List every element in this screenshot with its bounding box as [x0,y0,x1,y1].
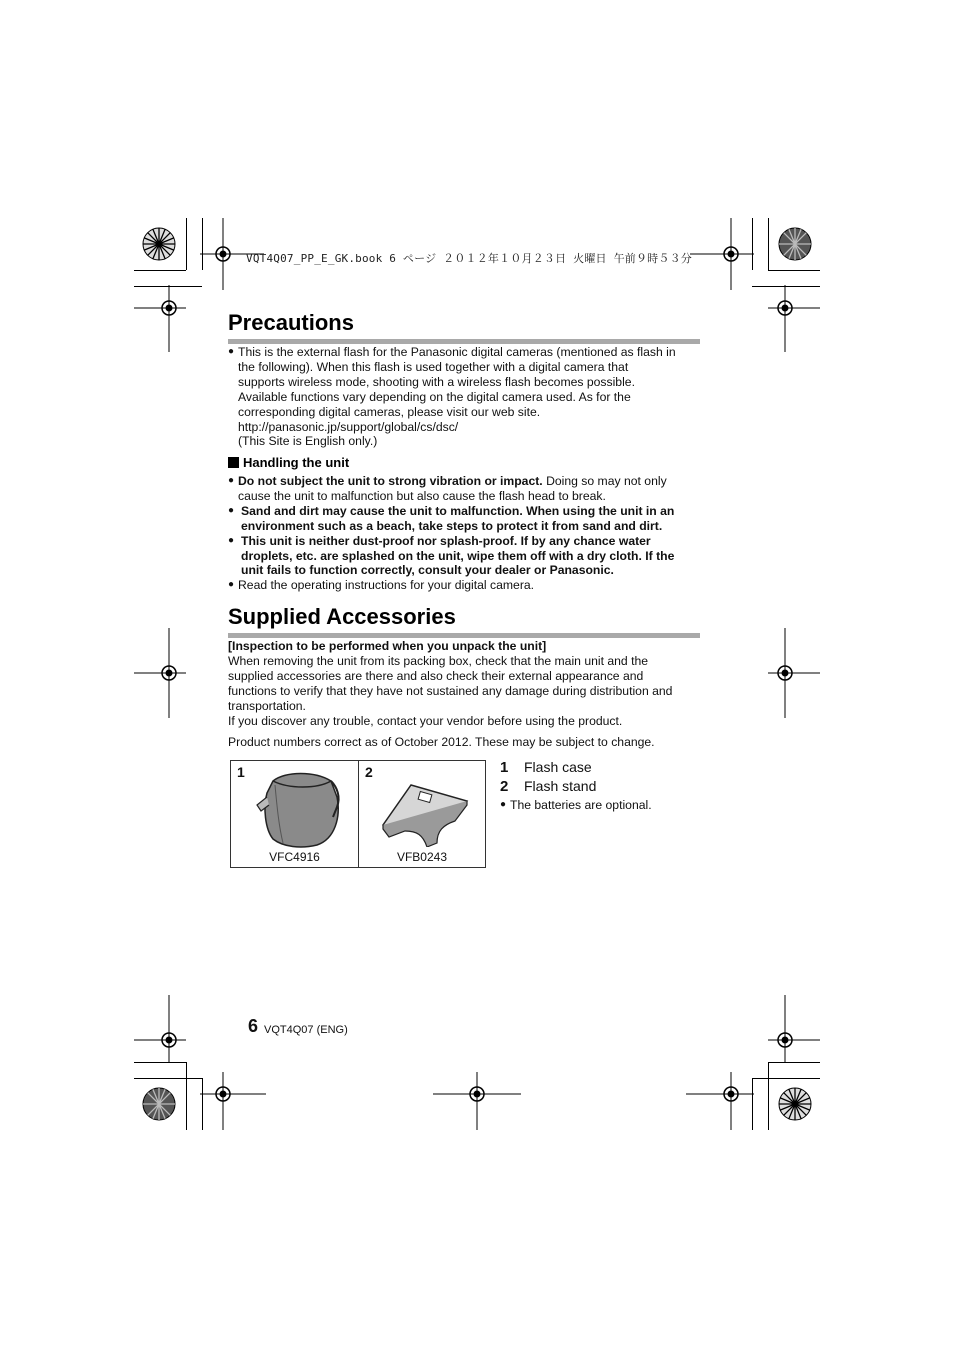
legend-number: 2 [500,778,509,795]
handling-item [228,504,700,534]
bullet-dot: ● [228,475,235,486]
intro-line: Available functions vary depending on the digital camera used. As for the [238,389,631,404]
starburst-mark-icon [142,227,176,261]
handling-item [228,578,700,593]
flash-stand-icon [381,781,471,847]
intro-line: supports wireless mode, shooting with a wireless flash becomes possible. [238,374,635,389]
accessory-cell-flash-case [231,761,358,867]
handling-item-text: Sand and dirt may cause the unit to malfunction. When using the unit in an [241,503,675,518]
handling-item [228,474,700,504]
starburst-mark-icon [778,227,812,261]
handling-heading [228,455,349,470]
handling-list [228,474,700,593]
handling-item-text: droplets, etc. are splashed on the unit, wipe them off with a dry cloth. If the [241,548,675,563]
precautions-title: Precautions [228,310,354,335]
crosshair-target-icon [774,662,796,684]
accessory-code: VFC4916 [269,850,320,864]
bullet-dot: ● [500,799,507,810]
bullet-dot: ● [228,534,235,546]
crosshair-target-icon [158,1029,180,1051]
crosshair-target-icon [774,1029,796,1051]
precautions-intro [228,345,700,449]
inspection-block [228,639,700,728]
handling-item-text: Doing so may not only [542,474,667,488]
flash-case-icon [245,767,345,849]
handling-item-text: unit fails to function correctly, consult your dealer or Panasonic. [241,563,614,578]
handling-item [228,534,700,579]
crosshair-target-icon [158,297,180,319]
product-note: Product numbers correct as of October 2012. These may be subject to change. [228,735,655,749]
legend-label: Flash stand [524,778,597,794]
legend-number: 1 [500,759,509,776]
book-header-line: VQT4Q07_PP_E_GK.book 6 ページ ２０１２年１０月２３日 火曜日 午前９時５３分 [246,252,692,265]
crosshair-target-icon [212,1083,234,1105]
inspection-line: supplied accessories are there and also check their external appearance and [228,668,644,683]
section-rule [228,633,700,638]
accessory-number: 1 [237,764,245,780]
handling-item-text: environment such as a beach, take steps to protect it from sand and dirt. [241,518,663,533]
intro-line: corresponding digital cameras, please visit our web site. [238,404,541,419]
legend-label: Flash case [524,759,592,775]
square-bullet-icon [228,457,239,468]
starburst-mark-icon [778,1087,812,1121]
accessory-cell-flash-stand [358,761,485,867]
crosshair-target-icon [158,662,180,684]
inspection-line: When removing the unit from its packing box, check that the main unit and the [228,653,649,668]
handling-item-bold: Do not subject the unit to strong vibration or impact. [238,474,543,488]
battery-note-text: The batteries are optional. [510,798,652,812]
page-number: 6 [248,1016,259,1036]
section-rule [228,339,700,344]
accessories-title: Supplied Accessories [228,604,456,629]
crosshair-target-icon [466,1083,488,1105]
handling-heading-text: Handling the unit [243,455,350,470]
intro-line: This is the external flash for the Panasonic digital cameras (mentioned as flash in [238,345,676,359]
inspection-heading: [Inspection to be performed when you unpack the unit] [228,639,547,653]
intro-bullet [228,345,700,449]
intro-url[interactable]: http://panasonic.jp/support/global/cs/dsc/ [238,419,459,434]
crosshair-target-icon [212,243,234,265]
handling-item-text: cause the unit to malfunction but also cause the flash head to break. [238,488,606,503]
doc-code: VQT4Q07 (ENG) [264,1024,348,1036]
crosshair-target-icon [774,297,796,319]
handling-item-text: This unit is neither dust-proof nor splash-proof. If by any chance water [241,533,651,548]
battery-note [500,798,700,813]
bullet-dot: ● [228,504,235,516]
battery-note-bullet [500,798,700,813]
accessory-number: 2 [365,764,373,780]
crosshair-target-icon [720,1083,742,1105]
accessories-table [230,760,486,868]
intro-line: the following). When this flash is used together with a digital camera that [238,359,629,374]
bullet-dot: ● [228,346,235,357]
bullet-dot: ● [228,579,235,591]
inspection-line: functions to verify that they have not sustained any damage during distribution and [228,683,673,698]
starburst-mark-icon [142,1087,176,1121]
inspection-line: If you discover any trouble, contact your vendor before using the product. [228,713,623,728]
accessory-legend-item [500,778,596,795]
handling-item-text: Read the operating instructions for your digital camera. [238,578,535,593]
inspection-line: transportation. [228,698,306,713]
accessory-code: VFB0243 [396,850,448,864]
accessory-legend-item [500,759,592,776]
intro-line: (This Site is English only.) [238,434,378,449]
